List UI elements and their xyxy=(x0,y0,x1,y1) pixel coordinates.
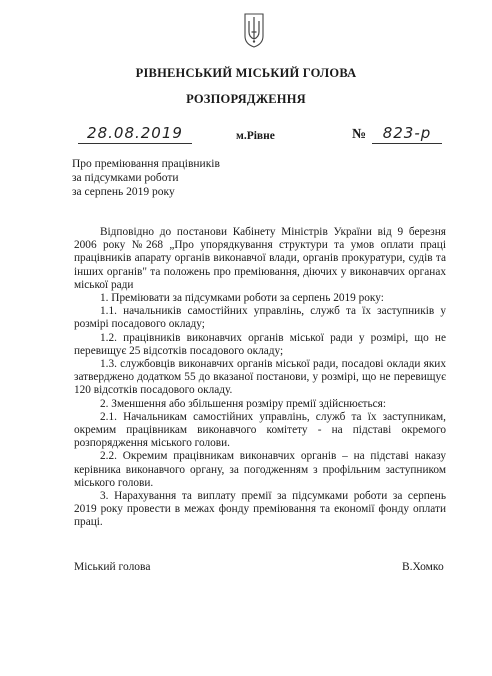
city-label: м.Рівне xyxy=(236,130,275,142)
number-field xyxy=(372,124,442,144)
trident-icon xyxy=(243,12,265,48)
subject-line: за серпень 2019 року xyxy=(72,186,175,198)
number-sign: № xyxy=(352,127,367,142)
item-1-2: 1.2. працівників виконавчих органів міської ради у розмірі, що не перевищує 25 відсотків посадового окладу; xyxy=(74,331,446,357)
subject-block xyxy=(72,157,220,199)
item-1-1: 1.1. начальників самостійних управлінь, служб та їх заступників у розмірі посадового окладу; xyxy=(74,305,446,331)
date-field xyxy=(78,124,192,144)
item-2-2: 2.2. Окремим працівникам виконавчих органів – на підставі наказу керівника виконавчого органу, за погодженням з профільним заступником міського голови. xyxy=(74,450,446,489)
subject-line: Про преміювання працівників xyxy=(72,158,220,170)
item-1-3: 1.3. службовців виконавчих органів міської ради, посадові оклади яких затверджено додатком 55 до вказаної постанови, у розмірі, що не перевищує 120 відсотків посадового окладу. xyxy=(74,358,446,397)
item-3: 3. Нарахування та виплату премії за підсумками роботи за серпень 2019 року провести в межах фонду преміювання та економії фонду оплати праці. xyxy=(74,490,446,529)
item-2-1: 2.1. Начальникам самостійних управлінь, служб та їх заступникам, окремим працівникам виконавчого комітету - на підставі окремого розпорядження міського голови. xyxy=(74,410,446,450)
item-1: 1. Преміювати за підсумками роботи за серпень 2019 року: xyxy=(100,292,384,305)
handwritten-number: 823-р xyxy=(382,124,432,142)
item-2: 2. Зменшення або збільшення розміру премії здійснюється: xyxy=(100,397,386,410)
city-head-title: РІВНЕНСЬКИЙ МІСЬКИЙ ГОЛОВА xyxy=(135,66,357,80)
document-type-title: РОЗПОРЯДЖЕННЯ xyxy=(186,92,306,106)
signature-position: Міський голова xyxy=(74,561,151,573)
signature-name: В.Хомко xyxy=(402,561,444,573)
handwritten-date: 28.08.2019 xyxy=(87,124,183,142)
preamble-paragraph: Відповідно до постанови Кабінету Міністрів України від 9 березня 2006 року №268 „Про упорядкування структури та умов оплати праці працівників апарату органів виконавчої влади, органів прокуратури, судів та інших органів" та положень про преміювання, діючих у виконавчих органах міської ради xyxy=(74,226,446,291)
subject-line: за підсумками роботи xyxy=(72,172,179,184)
document-body xyxy=(74,226,446,530)
